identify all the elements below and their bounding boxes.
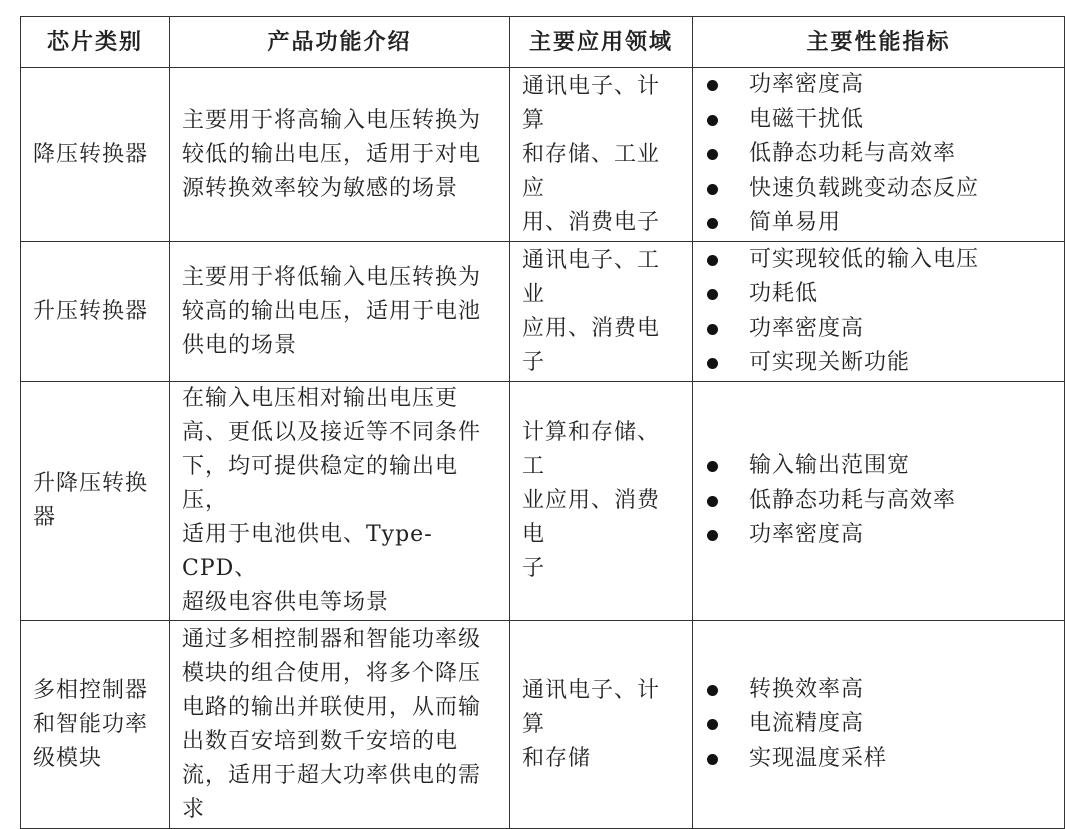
application-line: 用、消费电子 <box>522 209 661 235</box>
category-cell <box>21 242 170 382</box>
bullet-icon <box>707 358 718 369</box>
application-line: 通讯电子、计算 <box>522 677 661 737</box>
application-line: 通讯电子、工业 <box>522 247 661 307</box>
metrics-list <box>705 68 1052 241</box>
metric-item <box>705 673 1052 708</box>
description-line: 通过多相控制器和智能功率级 <box>182 626 482 652</box>
description-line: 超级电容供电等场景 <box>182 590 390 615</box>
metric-text: 可实现关断功能 <box>749 350 911 375</box>
description-line: 主要用于将高输入电压转换为 <box>182 107 482 133</box>
description-line: 较低的输出电压，适用于对电 <box>182 141 482 167</box>
category-line: 降压转换器 <box>33 141 149 167</box>
metric-item <box>705 137 1052 172</box>
bullet-icon <box>707 80 718 91</box>
category-line: 升降压转换 <box>33 471 149 496</box>
application-line: 计算和存储、工 <box>522 420 661 479</box>
description-cell <box>170 242 510 382</box>
header-application-fields: 主要应用领域 <box>510 17 693 68</box>
description-line: 源转换效率较为敏感的场景 <box>182 175 459 201</box>
metric-text: 功率密度高 <box>749 522 865 548</box>
description-line: 模块的组合使用，将多个降压 <box>182 660 482 686</box>
metric-text: 电流精度高 <box>749 711 865 737</box>
metrics-list <box>705 243 1052 381</box>
bullet-icon <box>707 115 718 126</box>
header-chip-category: 芯片类别 <box>21 17 170 68</box>
table-row <box>21 382 1065 621</box>
metric-item <box>705 68 1052 103</box>
header-performance-metrics: 主要性能指标 <box>693 17 1065 68</box>
metric-item <box>705 103 1052 138</box>
category-cell <box>21 621 170 829</box>
category-cell <box>21 68 170 242</box>
metric-text: 输入输出范围宽 <box>749 453 911 479</box>
description-line: 流，适用于超大功率供电的需 <box>182 762 482 788</box>
metrics-list <box>705 673 1052 777</box>
metric-text: 功耗低 <box>749 281 819 306</box>
metric-text: 可实现较低的输入电压 <box>749 246 980 272</box>
table-header-row <box>21 17 1065 68</box>
table-row <box>21 68 1065 242</box>
bullet-icon <box>707 461 718 472</box>
bullet-icon <box>707 530 718 541</box>
description-line: 较高的输出电压，适用于电池 <box>182 298 482 324</box>
application-line: 和存储、工业应 <box>522 141 661 201</box>
metric-text: 电磁干扰低 <box>749 106 865 132</box>
description-cell <box>170 621 510 829</box>
metric-item <box>705 243 1052 278</box>
metric-text: 转换效率高 <box>749 676 865 702</box>
header-product-function: 产品功能介绍 <box>170 17 510 68</box>
bullet-icon <box>707 685 718 696</box>
metric-text: 功率密度高 <box>749 315 865 341</box>
description-cell <box>170 68 510 242</box>
category-line: 和智能功率 <box>33 711 149 737</box>
bullet-icon <box>707 218 718 229</box>
metric-item <box>705 206 1052 241</box>
metric-item <box>705 742 1052 777</box>
description-line: 高、更低以及接近等不同条件 <box>182 420 482 445</box>
metric-item <box>705 312 1052 347</box>
metric-text: 低静态功耗与高效率 <box>749 141 957 167</box>
description-line: 求 <box>182 796 206 822</box>
table-row <box>21 621 1065 829</box>
bullet-icon <box>707 149 718 160</box>
applications-cell <box>510 68 693 242</box>
metrics-cell <box>693 242 1065 382</box>
bullet-icon <box>707 324 718 335</box>
metrics-cell <box>693 68 1065 242</box>
description-line: 出数百安培到数千安培的电 <box>182 728 459 754</box>
metric-text: 低静态功耗与高效率 <box>749 487 957 513</box>
metric-text: 实现温度采样 <box>749 745 888 771</box>
category-line: 级模块 <box>33 745 103 771</box>
description-line: 在输入电压相对输出电压更 <box>182 386 459 411</box>
bullet-icon <box>707 496 718 507</box>
metric-item <box>705 277 1052 312</box>
metric-item <box>705 484 1052 519</box>
application-line: 通讯电子、计算 <box>522 73 661 133</box>
applications-cell <box>510 621 693 829</box>
bullet-icon <box>707 255 718 266</box>
description-line: 主要用于将低输入电压转换为 <box>182 264 482 290</box>
metric-text: 快速负载跳变动态反应 <box>749 175 980 201</box>
application-line: 应用、消费电子 <box>522 315 661 375</box>
description-line: 下，均可提供稳定的输出电压， <box>182 454 459 513</box>
metric-item <box>705 707 1052 742</box>
table-row <box>21 242 1065 382</box>
chip-category-table <box>20 16 1065 829</box>
bullet-icon <box>707 184 718 195</box>
description-line: 适用于电池供电、Type-CPD、 <box>182 522 433 581</box>
application-line: 和存储 <box>522 745 592 771</box>
category-line: 升压转换器 <box>33 298 149 324</box>
metrics-list <box>705 449 1052 553</box>
bullet-icon <box>707 754 718 765</box>
metrics-cell <box>693 382 1065 621</box>
application-line: 业应用、消费电 <box>522 488 661 547</box>
metric-text: 简单易用 <box>749 210 842 236</box>
metric-item <box>705 518 1052 553</box>
applications-cell <box>510 242 693 382</box>
description-line: 电路的输出并联使用，从而输 <box>182 694 482 720</box>
metric-item <box>705 346 1052 381</box>
application-line: 子 <box>522 556 546 581</box>
metric-item <box>705 449 1052 484</box>
description-cell <box>170 382 510 621</box>
metric-item <box>705 172 1052 207</box>
category-cell <box>21 382 170 621</box>
category-line: 多相控制器 <box>33 677 149 703</box>
metrics-cell <box>693 621 1065 829</box>
description-line: 供电的场景 <box>182 332 298 358</box>
applications-cell <box>510 382 693 621</box>
category-line: 器 <box>33 505 57 530</box>
bullet-icon <box>707 289 718 300</box>
bullet-icon <box>707 719 718 730</box>
metric-text: 功率密度高 <box>749 72 865 98</box>
